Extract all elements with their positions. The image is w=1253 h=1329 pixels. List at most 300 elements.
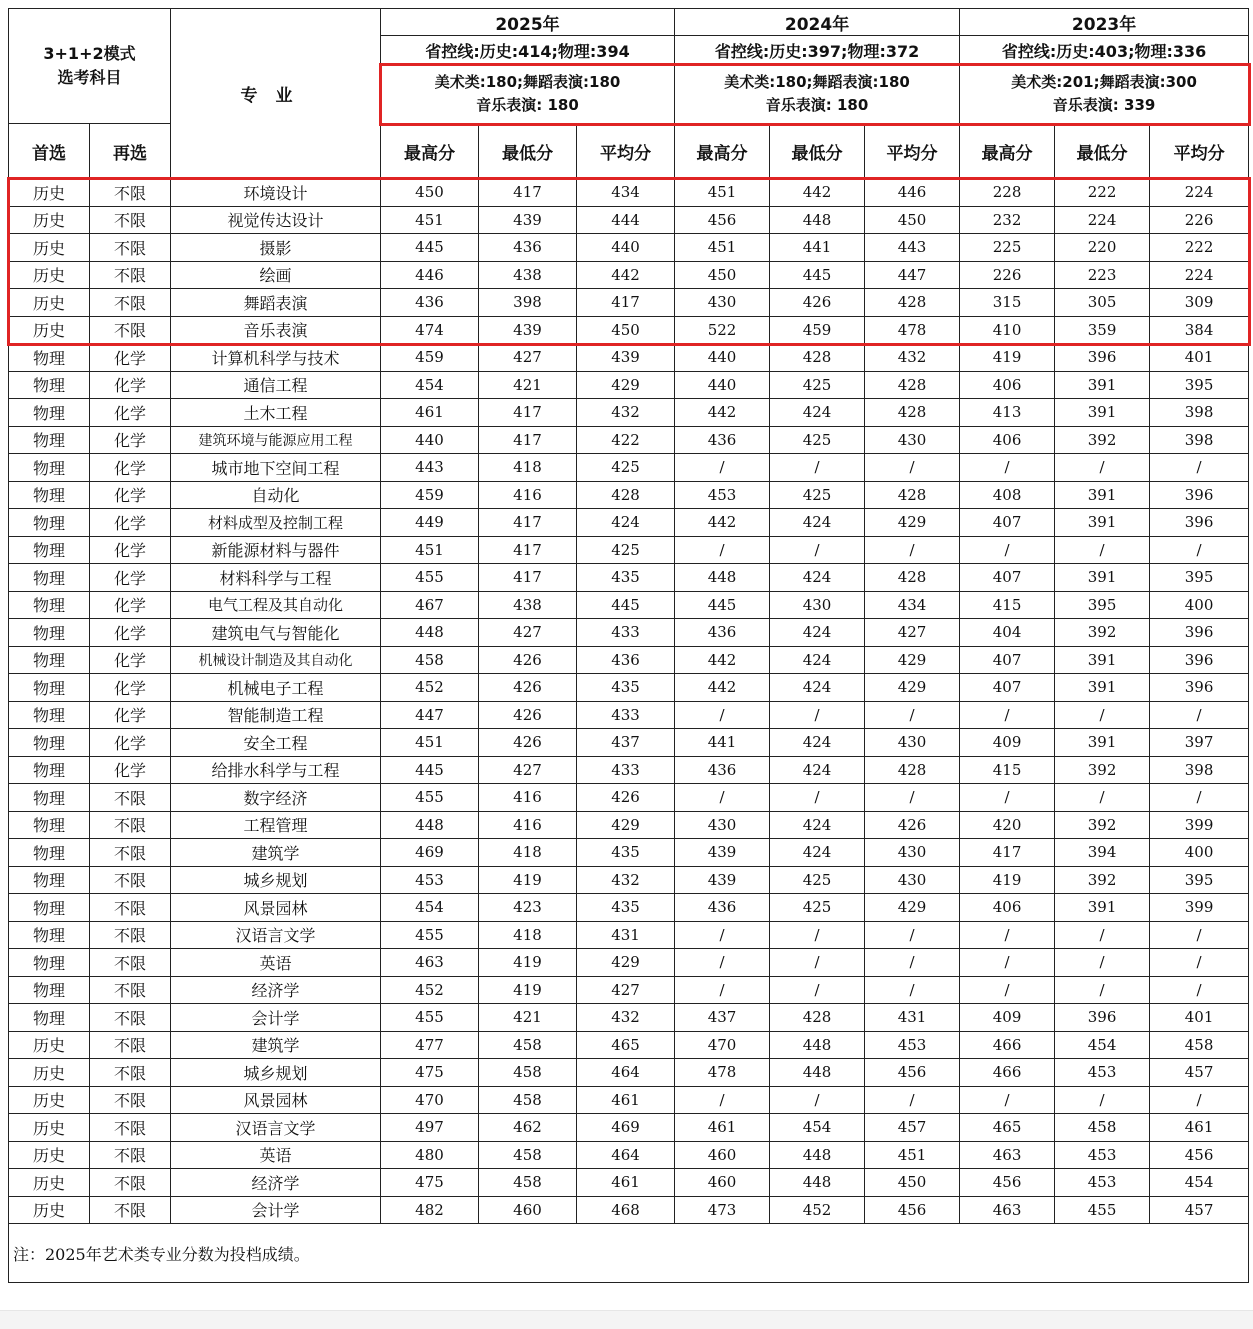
score-2024-max: 451 [675, 234, 770, 262]
score-2025-min: 458 [479, 1169, 577, 1197]
table-row [9, 344, 1249, 372]
score-2024-max: 436 [675, 894, 770, 922]
score-2023-avg: / [1150, 921, 1249, 949]
score-2025-avg: 469 [577, 1114, 675, 1142]
score-2023-max: 456 [960, 1169, 1055, 1197]
score-2024-min: 425 [770, 866, 865, 894]
score-2025-avg: 445 [577, 591, 675, 619]
score-2025-avg: 461 [577, 1086, 675, 1114]
score-2025-min: 426 [479, 646, 577, 674]
score-2024-min: 424 [770, 646, 865, 674]
score-2025-avg: 437 [577, 729, 675, 757]
second-choice-cell: 不限 [90, 1114, 171, 1142]
table-row [9, 839, 1249, 867]
score-2024-avg: 451 [865, 1141, 960, 1169]
score-2025-min: 418 [479, 921, 577, 949]
score-2025-max: 451 [381, 206, 479, 234]
score-2023-min: 458 [1055, 1114, 1150, 1142]
score-2023-max: 406 [960, 894, 1055, 922]
score-2024-min: 448 [770, 1141, 865, 1169]
first-choice-cell: 物理 [9, 454, 90, 482]
score-2023-min: 224 [1055, 206, 1150, 234]
major-cell: 计算机科学与技术 [171, 344, 381, 372]
score-2025-avg: 461 [577, 1169, 675, 1197]
admission-score-table-container [8, 8, 1248, 1283]
score-2025-avg: 439 [577, 344, 675, 372]
score-2023-max: 408 [960, 481, 1055, 509]
score-2025-max: 455 [381, 921, 479, 949]
score-2024-min: 424 [770, 756, 865, 784]
score-2023-avg: 395 [1150, 371, 1249, 399]
score-2023-avg: / [1150, 454, 1249, 482]
second-choice-cell: 不限 [90, 234, 171, 262]
score-2023-min: / [1055, 454, 1150, 482]
art-line-2023-b: 音乐表演: 339 [1052, 96, 1156, 114]
score-2024-min: 424 [770, 729, 865, 757]
score-2023-avg: 396 [1150, 674, 1249, 702]
major-cell: 城市地下空间工程 [171, 454, 381, 482]
table-row [9, 784, 1249, 812]
score-2024-min: 448 [770, 1031, 865, 1059]
score-2025-avg: 435 [577, 839, 675, 867]
score-2025-avg: 432 [577, 1004, 675, 1032]
first-choice-cell: 历史 [9, 1141, 90, 1169]
table-row [9, 1031, 1249, 1059]
score-2023-min: 391 [1055, 729, 1150, 757]
score-2024-max: 439 [675, 866, 770, 894]
second-choice-cell: 不限 [90, 811, 171, 839]
table-row [9, 399, 1249, 427]
table-row [9, 619, 1249, 647]
score-2023-avg: 400 [1150, 591, 1249, 619]
score-2025-max: 475 [381, 1169, 479, 1197]
first-choice-cell: 物理 [9, 756, 90, 784]
table-row [9, 1169, 1249, 1197]
score-2025-avg: 433 [577, 701, 675, 729]
score-2023-max: / [960, 784, 1055, 812]
first-choice-cell: 物理 [9, 646, 90, 674]
score-2025-max: 445 [381, 756, 479, 784]
second-choice-cell: 化学 [90, 729, 171, 757]
score-2025-min: 438 [479, 261, 577, 289]
score-2025-avg: 433 [577, 619, 675, 647]
score-2023-avg: 222 [1150, 234, 1249, 262]
score-2023-min: 359 [1055, 316, 1150, 344]
score-2024-min: 424 [770, 839, 865, 867]
score-2023-avg: 398 [1150, 399, 1249, 427]
score-2023-avg: 398 [1150, 426, 1249, 454]
score-2025-min: 398 [479, 289, 577, 317]
score-2024-max: 448 [675, 564, 770, 592]
major-cell: 风景园林 [171, 1086, 381, 1114]
score-2023-avg: 396 [1150, 646, 1249, 674]
score-2024-max: 456 [675, 206, 770, 234]
second-choice-cell: 不限 [90, 921, 171, 949]
major-cell: 材料科学与工程 [171, 564, 381, 592]
first-choice-cell: 历史 [9, 1196, 90, 1224]
major-cell: 工程管理 [171, 811, 381, 839]
score-2025-min: 462 [479, 1114, 577, 1142]
score-2024-avg: 457 [865, 1114, 960, 1142]
second-choice-cell: 化学 [90, 371, 171, 399]
score-2023-min: / [1055, 949, 1150, 977]
score-2023-min: 396 [1055, 1004, 1150, 1032]
second-choice-cell: 化学 [90, 756, 171, 784]
first-choice-cell: 历史 [9, 179, 90, 207]
first-choice-cell: 历史 [9, 1059, 90, 1087]
first-choice-cell: 物理 [9, 674, 90, 702]
score-2024-avg: 429 [865, 674, 960, 702]
second-choice-cell: 化学 [90, 591, 171, 619]
table-row [9, 509, 1249, 537]
avg-score-header: 平均分 [577, 124, 675, 179]
score-2023-max: 409 [960, 729, 1055, 757]
score-2025-min: 417 [479, 426, 577, 454]
first-choice-cell: 物理 [9, 701, 90, 729]
score-2025-avg: 440 [577, 234, 675, 262]
score-2025-min: 416 [479, 481, 577, 509]
table-row [9, 371, 1249, 399]
score-2024-avg: 428 [865, 289, 960, 317]
score-2025-avg: 429 [577, 949, 675, 977]
score-2023-max: 407 [960, 674, 1055, 702]
score-2023-avg: 454 [1150, 1169, 1249, 1197]
first-choice-header: 首选 [9, 124, 90, 179]
score-2024-max: 430 [675, 289, 770, 317]
major-cell: 城乡规划 [171, 1059, 381, 1087]
major-cell: 会计学 [171, 1004, 381, 1032]
score-2025-max: 455 [381, 1004, 479, 1032]
score-2024-min: 430 [770, 591, 865, 619]
first-choice-cell: 物理 [9, 894, 90, 922]
score-2025-max: 455 [381, 784, 479, 812]
score-2023-min: / [1055, 701, 1150, 729]
first-choice-cell: 物理 [9, 784, 90, 812]
score-2024-max: 445 [675, 591, 770, 619]
second-choice-cell: 不限 [90, 1196, 171, 1224]
year-header-2024: 2024年 [675, 9, 960, 36]
score-2025-max: 497 [381, 1114, 479, 1142]
score-2023-max: 407 [960, 646, 1055, 674]
score-2024-avg: 428 [865, 371, 960, 399]
score-2024-min: 448 [770, 1059, 865, 1087]
score-2024-max: / [675, 784, 770, 812]
first-choice-cell: 物理 [9, 1004, 90, 1032]
first-choice-cell: 物理 [9, 591, 90, 619]
score-2025-max: 440 [381, 426, 479, 454]
score-2025-min: 417 [479, 509, 577, 537]
first-choice-cell: 物理 [9, 619, 90, 647]
score-2023-avg: / [1150, 784, 1249, 812]
score-2023-avg: 457 [1150, 1196, 1249, 1224]
table-row [9, 1086, 1249, 1114]
major-cell: 会计学 [171, 1196, 381, 1224]
major-cell: 汉语言文学 [171, 1114, 381, 1142]
table-row [9, 426, 1249, 454]
score-2024-min: 425 [770, 426, 865, 454]
score-2024-avg: 428 [865, 756, 960, 784]
min-score-header: 最低分 [1055, 124, 1150, 179]
footnote: 注：2025年艺术类专业分数为投档成绩。 [9, 1224, 1249, 1283]
score-2024-avg: 453 [865, 1031, 960, 1059]
score-2025-max: 449 [381, 509, 479, 537]
score-2023-max: / [960, 949, 1055, 977]
score-2025-max: 458 [381, 646, 479, 674]
score-2025-max: 452 [381, 976, 479, 1004]
art-line-2025-a: 美术类:180;舞蹈表演:180 [434, 73, 621, 91]
score-2024-avg: 429 [865, 894, 960, 922]
major-cell: 电气工程及其自动化 [171, 591, 381, 619]
art-line-2024-b: 音乐表演: 180 [765, 96, 869, 114]
table-row [9, 454, 1249, 482]
score-2023-avg: 396 [1150, 619, 1249, 647]
major-cell: 建筑学 [171, 839, 381, 867]
score-2024-avg: 456 [865, 1196, 960, 1224]
score-2024-max: 461 [675, 1114, 770, 1142]
avg-score-header: 平均分 [1150, 124, 1249, 179]
score-2023-max: 407 [960, 509, 1055, 537]
score-2024-min: 428 [770, 1004, 865, 1032]
major-cell: 摄影 [171, 234, 381, 262]
score-2023-max: 419 [960, 344, 1055, 372]
score-2024-min: / [770, 784, 865, 812]
score-2024-max: 442 [675, 399, 770, 427]
first-choice-cell: 物理 [9, 729, 90, 757]
score-2025-avg: 465 [577, 1031, 675, 1059]
score-2023-max: 463 [960, 1196, 1055, 1224]
table-row [9, 674, 1249, 702]
score-2025-max: 448 [381, 811, 479, 839]
score-2025-min: 458 [479, 1141, 577, 1169]
score-2023-avg: 399 [1150, 811, 1249, 839]
score-2024-max: 522 [675, 316, 770, 344]
major-cell: 城乡规划 [171, 866, 381, 894]
score-2024-avg: 430 [865, 729, 960, 757]
score-2025-avg: 464 [577, 1141, 675, 1169]
score-2025-avg: 442 [577, 261, 675, 289]
score-2023-avg: 226 [1150, 206, 1249, 234]
score-2025-avg: 431 [577, 921, 675, 949]
first-choice-cell: 物理 [9, 344, 90, 372]
score-2024-max: 450 [675, 261, 770, 289]
score-2024-max: 473 [675, 1196, 770, 1224]
score-2023-avg: / [1150, 949, 1249, 977]
score-2025-max: 474 [381, 316, 479, 344]
table-row [9, 894, 1249, 922]
score-2024-min: 442 [770, 179, 865, 207]
first-choice-cell: 物理 [9, 839, 90, 867]
score-2025-max: 467 [381, 591, 479, 619]
major-cell: 安全工程 [171, 729, 381, 757]
major-cell: 音乐表演 [171, 316, 381, 344]
table-row [9, 921, 1249, 949]
score-2024-min: / [770, 921, 865, 949]
score-2024-max: 441 [675, 729, 770, 757]
first-choice-cell: 物理 [9, 536, 90, 564]
score-2024-max: 451 [675, 179, 770, 207]
second-choice-cell: 不限 [90, 1004, 171, 1032]
second-choice-cell: 化学 [90, 481, 171, 509]
score-2024-min: / [770, 949, 865, 977]
second-choice-cell: 化学 [90, 426, 171, 454]
score-2024-avg: 432 [865, 344, 960, 372]
score-2024-max: 440 [675, 371, 770, 399]
major-cell: 机械电子工程 [171, 674, 381, 702]
second-choice-cell: 不限 [90, 949, 171, 977]
score-2023-min: 391 [1055, 481, 1150, 509]
major-header: 专业 [171, 9, 381, 179]
score-2024-avg: 431 [865, 1004, 960, 1032]
table-row [9, 564, 1249, 592]
score-2025-avg: 444 [577, 206, 675, 234]
score-2023-avg: 309 [1150, 289, 1249, 317]
score-2023-min: 396 [1055, 344, 1150, 372]
score-2024-min: / [770, 976, 865, 1004]
major-cell: 绘画 [171, 261, 381, 289]
second-choice-cell: 不限 [90, 839, 171, 867]
score-2025-max: 454 [381, 894, 479, 922]
table-row [9, 646, 1249, 674]
subject-mode-label: 3+1+2模式 选考科目 [43, 44, 136, 87]
first-choice-cell: 物理 [9, 509, 90, 537]
score-2025-max: 482 [381, 1196, 479, 1224]
score-2023-max: 466 [960, 1059, 1055, 1087]
score-2023-avg: 458 [1150, 1031, 1249, 1059]
control-line-2025: 省控线:历史:414;物理:394 [381, 36, 675, 65]
score-2024-min: 424 [770, 674, 865, 702]
score-2024-max: / [675, 949, 770, 977]
score-2025-min: 439 [479, 206, 577, 234]
score-2024-avg: 430 [865, 866, 960, 894]
score-2023-avg: 461 [1150, 1114, 1249, 1142]
score-2023-min: / [1055, 536, 1150, 564]
score-2024-min: / [770, 454, 865, 482]
score-2025-avg: 428 [577, 481, 675, 509]
score-2023-min: 453 [1055, 1169, 1150, 1197]
second-choice-cell: 化学 [90, 399, 171, 427]
second-choice-header: 再选 [90, 124, 171, 179]
first-choice-cell: 历史 [9, 206, 90, 234]
score-2023-avg: 399 [1150, 894, 1249, 922]
table-row [9, 729, 1249, 757]
score-2024-avg: 428 [865, 481, 960, 509]
score-2024-avg: 478 [865, 316, 960, 344]
score-2023-min: 454 [1055, 1031, 1150, 1059]
score-2025-min: 417 [479, 399, 577, 427]
score-2024-min: 448 [770, 1169, 865, 1197]
score-2025-min: 417 [479, 179, 577, 207]
score-2024-avg: 446 [865, 179, 960, 207]
score-2024-avg: / [865, 921, 960, 949]
score-2025-min: 426 [479, 701, 577, 729]
table-row [9, 1196, 1249, 1224]
score-2024-avg: / [865, 536, 960, 564]
score-2025-max: 451 [381, 729, 479, 757]
score-2024-avg: 434 [865, 591, 960, 619]
table-row [9, 976, 1249, 1004]
score-2025-max: 450 [381, 179, 479, 207]
score-2023-min: 391 [1055, 371, 1150, 399]
art-line-2023 [960, 65, 1249, 124]
score-2023-avg: 398 [1150, 756, 1249, 784]
first-choice-cell: 物理 [9, 949, 90, 977]
score-2024-min: 425 [770, 371, 865, 399]
score-2024-avg: 427 [865, 619, 960, 647]
max-score-header: 最高分 [381, 124, 479, 179]
first-choice-cell: 历史 [9, 261, 90, 289]
score-2025-avg: 434 [577, 179, 675, 207]
score-2025-max: 447 [381, 701, 479, 729]
score-2025-avg: 426 [577, 784, 675, 812]
score-2024-avg: 426 [865, 811, 960, 839]
score-2024-avg: / [865, 949, 960, 977]
score-2023-min: 394 [1055, 839, 1150, 867]
score-2023-min: / [1055, 976, 1150, 1004]
score-2025-avg: 429 [577, 811, 675, 839]
score-2024-min: 424 [770, 399, 865, 427]
score-2024-min: / [770, 1086, 865, 1114]
score-2025-min: 439 [479, 316, 577, 344]
score-2024-avg: / [865, 454, 960, 482]
score-2023-avg: / [1150, 1086, 1249, 1114]
score-2023-avg: 397 [1150, 729, 1249, 757]
score-2024-avg: 429 [865, 646, 960, 674]
score-2023-min: 392 [1055, 866, 1150, 894]
score-2024-max: 442 [675, 509, 770, 537]
art-line-2024 [675, 65, 960, 124]
score-2024-avg: / [865, 784, 960, 812]
score-2023-min: 391 [1055, 646, 1150, 674]
score-2023-avg: 401 [1150, 1004, 1249, 1032]
score-2023-max: 228 [960, 179, 1055, 207]
second-choice-cell: 不限 [90, 289, 171, 317]
second-choice-cell: 化学 [90, 454, 171, 482]
score-2025-min: 417 [479, 564, 577, 592]
score-2023-avg: 384 [1150, 316, 1249, 344]
score-2025-max: 443 [381, 454, 479, 482]
score-2024-max: 436 [675, 756, 770, 784]
table-row [9, 1059, 1249, 1087]
second-choice-cell: 化学 [90, 646, 171, 674]
table-row [9, 481, 1249, 509]
second-choice-cell: 化学 [90, 564, 171, 592]
score-2025-avg: 435 [577, 564, 675, 592]
score-2024-avg: 429 [865, 509, 960, 537]
score-2024-min: / [770, 701, 865, 729]
first-choice-cell: 历史 [9, 1114, 90, 1142]
score-2023-min: 222 [1055, 179, 1150, 207]
score-2024-max: 439 [675, 839, 770, 867]
major-cell: 新能源材料与器件 [171, 536, 381, 564]
major-cell: 机械设计制造及其自动化 [171, 646, 381, 674]
score-2023-avg: 224 [1150, 261, 1249, 289]
score-2024-min: / [770, 536, 865, 564]
major-cell: 给排水科学与工程 [171, 756, 381, 784]
year-header-2023: 2023年 [960, 9, 1249, 36]
score-2023-avg: / [1150, 976, 1249, 1004]
score-2023-max: 407 [960, 564, 1055, 592]
score-2023-max: 226 [960, 261, 1055, 289]
page-bottom-strip [0, 1310, 1253, 1329]
score-2024-max: 436 [675, 619, 770, 647]
score-2025-max: 459 [381, 481, 479, 509]
score-2024-max: / [675, 921, 770, 949]
score-2025-max: 446 [381, 261, 479, 289]
second-choice-cell: 不限 [90, 206, 171, 234]
score-2024-max: 437 [675, 1004, 770, 1032]
score-2023-min: 305 [1055, 289, 1150, 317]
major-cell: 经济学 [171, 1169, 381, 1197]
